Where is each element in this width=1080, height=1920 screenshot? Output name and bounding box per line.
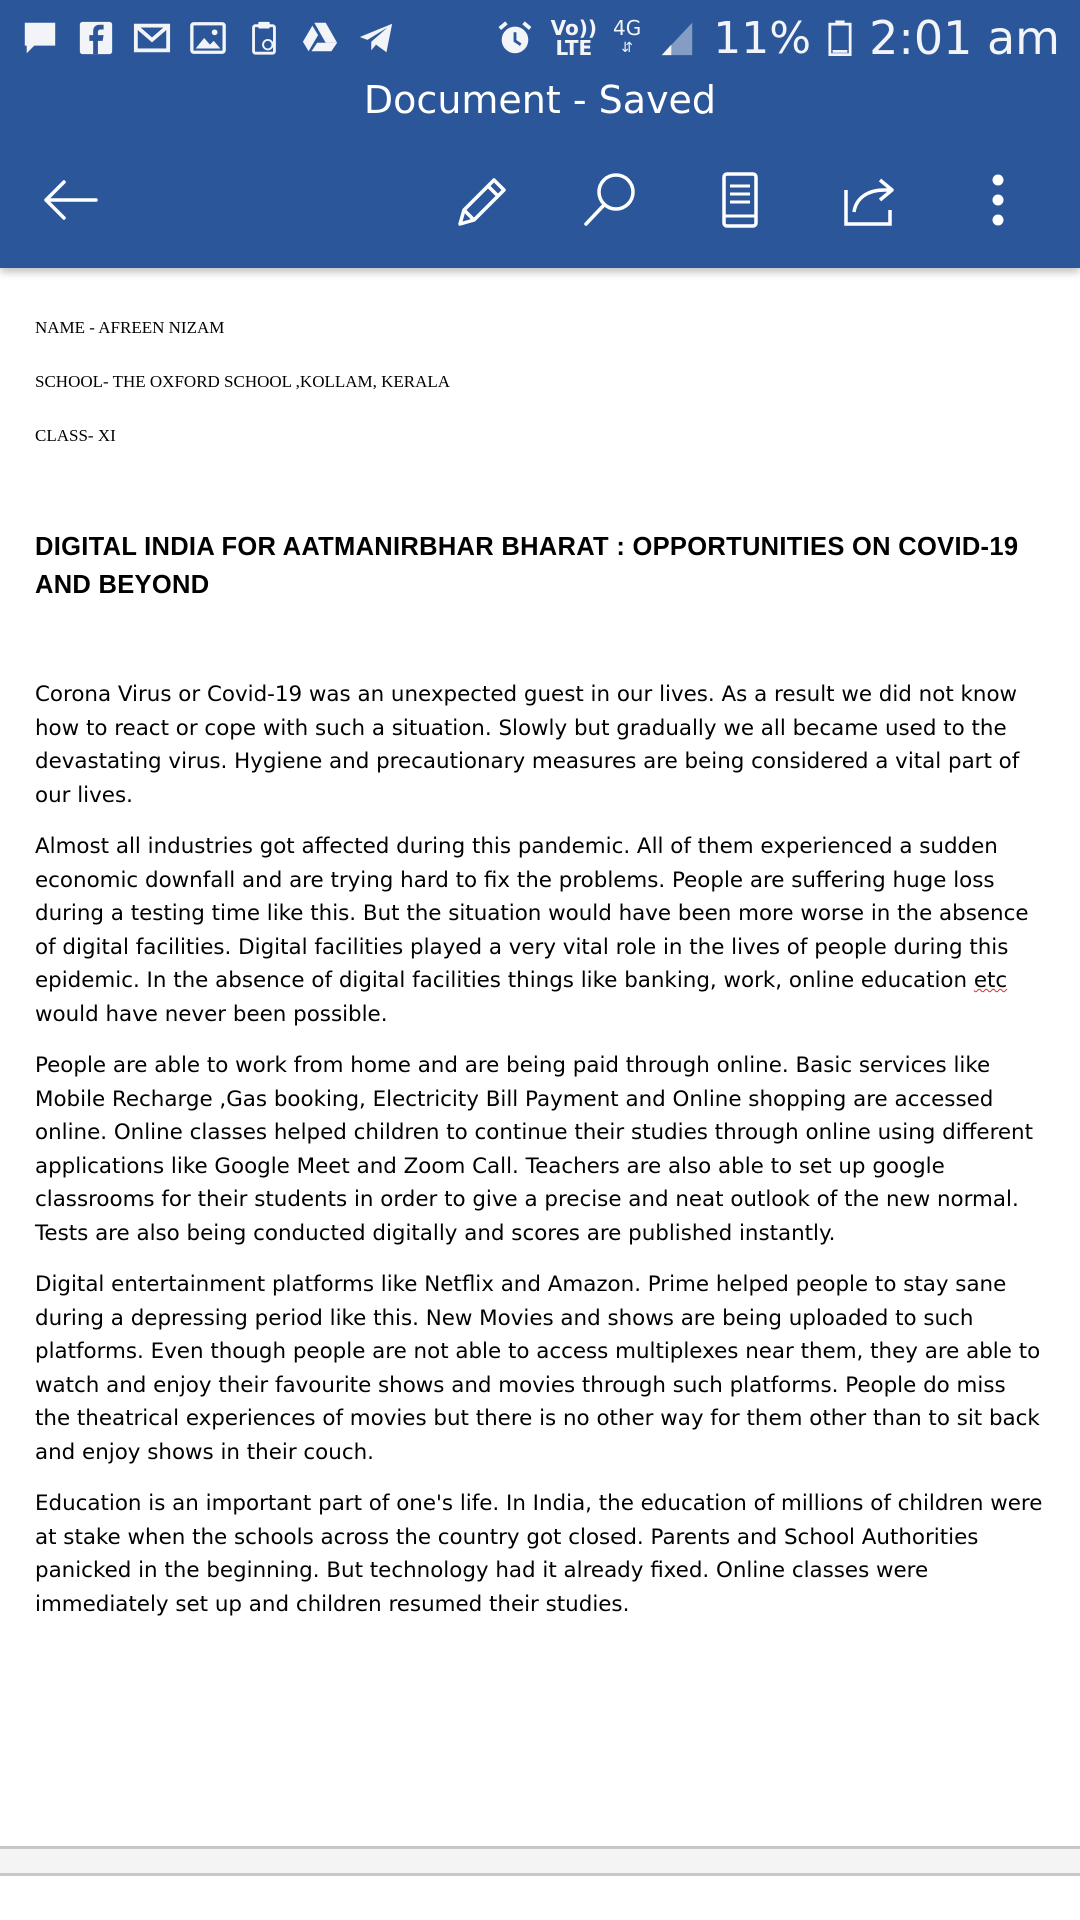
paragraph-1: Corona Virus or Covid-19 was an unexpected guest in our lives. As a result we did not know how to react or cope with such a situation. Slowly but gradually we all became used to the devastating virus. Hygiene and precautionary measures are being considered a vital part of our lives. [35,682,1020,808]
document-title: Document - Saved [363,78,717,122]
spellcheck-word: etc [973,968,1008,993]
more-options-button[interactable] [956,158,1040,242]
app-bar [0,0,1080,268]
mobile-view-button[interactable] [698,158,782,242]
page-divider-lower [0,1873,1080,1876]
network-type-indicator: 4G ⇵ [613,16,642,56]
document-body [35,678,1045,1639]
paragraph-3: People are able to work from home and are being paid through online. Basic services like Mobile Recharge ,Gas booking, Electricity Bill Payment and Online shopping are accessed online. Online classes helped children to continue their studies through online using different applications like Google Meet and Zoom Call. Teachers are also able to set up google classrooms for their students in order to give a precise and neat outlook of the new normal. Tests are also being conducted digitally and scores are published instantly. [35,1053,1034,1246]
share-button[interactable] [828,158,912,242]
facebook-icon [76,18,116,58]
system-indicators [495,11,1060,65]
paragraph-2-text: Almost all industries got affected during this pandemic. All of them experienced a sudden economic downfall and are trying hard to fix the problems. People are suffering huge loss during a testing time like this. But the situation would have been more worse in the absence of digital facilities. Digital facilities played a very vital role in the lives of people during this epidemic. In the absence of digital facilities things like banking, work, online education [35,834,1029,993]
paragraph-5: Education is an important part of one's life. In India, the education of millions of children were at stake when the schools across the country got closed. Parents and School Authorities panicked in the beginning. But technology had it already fixed. Online classes were immediately set up and children resumed their studies. [35,1491,1043,1617]
back-arrow-icon [38,168,102,232]
alarm-clock-icon [495,18,535,58]
edit-button[interactable] [440,158,524,242]
search-button[interactable] [568,158,652,242]
status-time: 2:01 am [869,11,1060,65]
telegram-icon [356,18,396,58]
more-options-icon [966,168,1030,232]
page-gap [0,1849,1080,1873]
document-heading: DIGITAL INDIA FOR AATMANIRBHAR BHARAT : OPPORTUNITIES ON COVID-19 AND BEYOND [35,533,1019,599]
school-line: SCHOOL- THE OXFORD SCHOOL ,KOLLAM, KERALA [35,372,451,391]
toolbar [0,158,1080,242]
paragraph-4: Digital entertainment platforms like Netflix and Amazon. Prime helped people to stay sane during a depressing period like this. New Movies and shows are being uploaded to such platforms. Even though people are not able to access multiplexes near them, they are able to watch and enjoy their favourite shows and movies through such platforms. People do miss the theatrical experiences of movies but there is no other way for them other than to sit back and enjoy shows in their couch. [35,1272,1041,1465]
paragraph-2-tail: would have never been possible. [35,1001,388,1027]
gallery-icon [188,18,228,58]
signal-strength-icon [657,18,697,58]
edit-pencil-icon [450,168,514,232]
notification-icons [20,18,396,58]
drive-icon [300,18,340,58]
battery-percent: 11% [713,12,812,64]
back-button[interactable] [28,158,112,242]
clipboard-icon [244,18,284,58]
volte-indicator: Vo)) LTE [550,16,598,60]
status-bar [0,0,1080,76]
name-line: NAME - AFREEN NIZAM [35,318,225,337]
search-icon [578,168,642,232]
class-line: CLASS- XI [35,426,116,445]
gmail-icon [132,18,172,58]
share-icon [838,168,902,232]
message-icon [20,18,60,58]
paragraph-2 [35,830,1045,1031]
mobile-view-icon [708,168,772,232]
battery-icon [827,18,853,58]
